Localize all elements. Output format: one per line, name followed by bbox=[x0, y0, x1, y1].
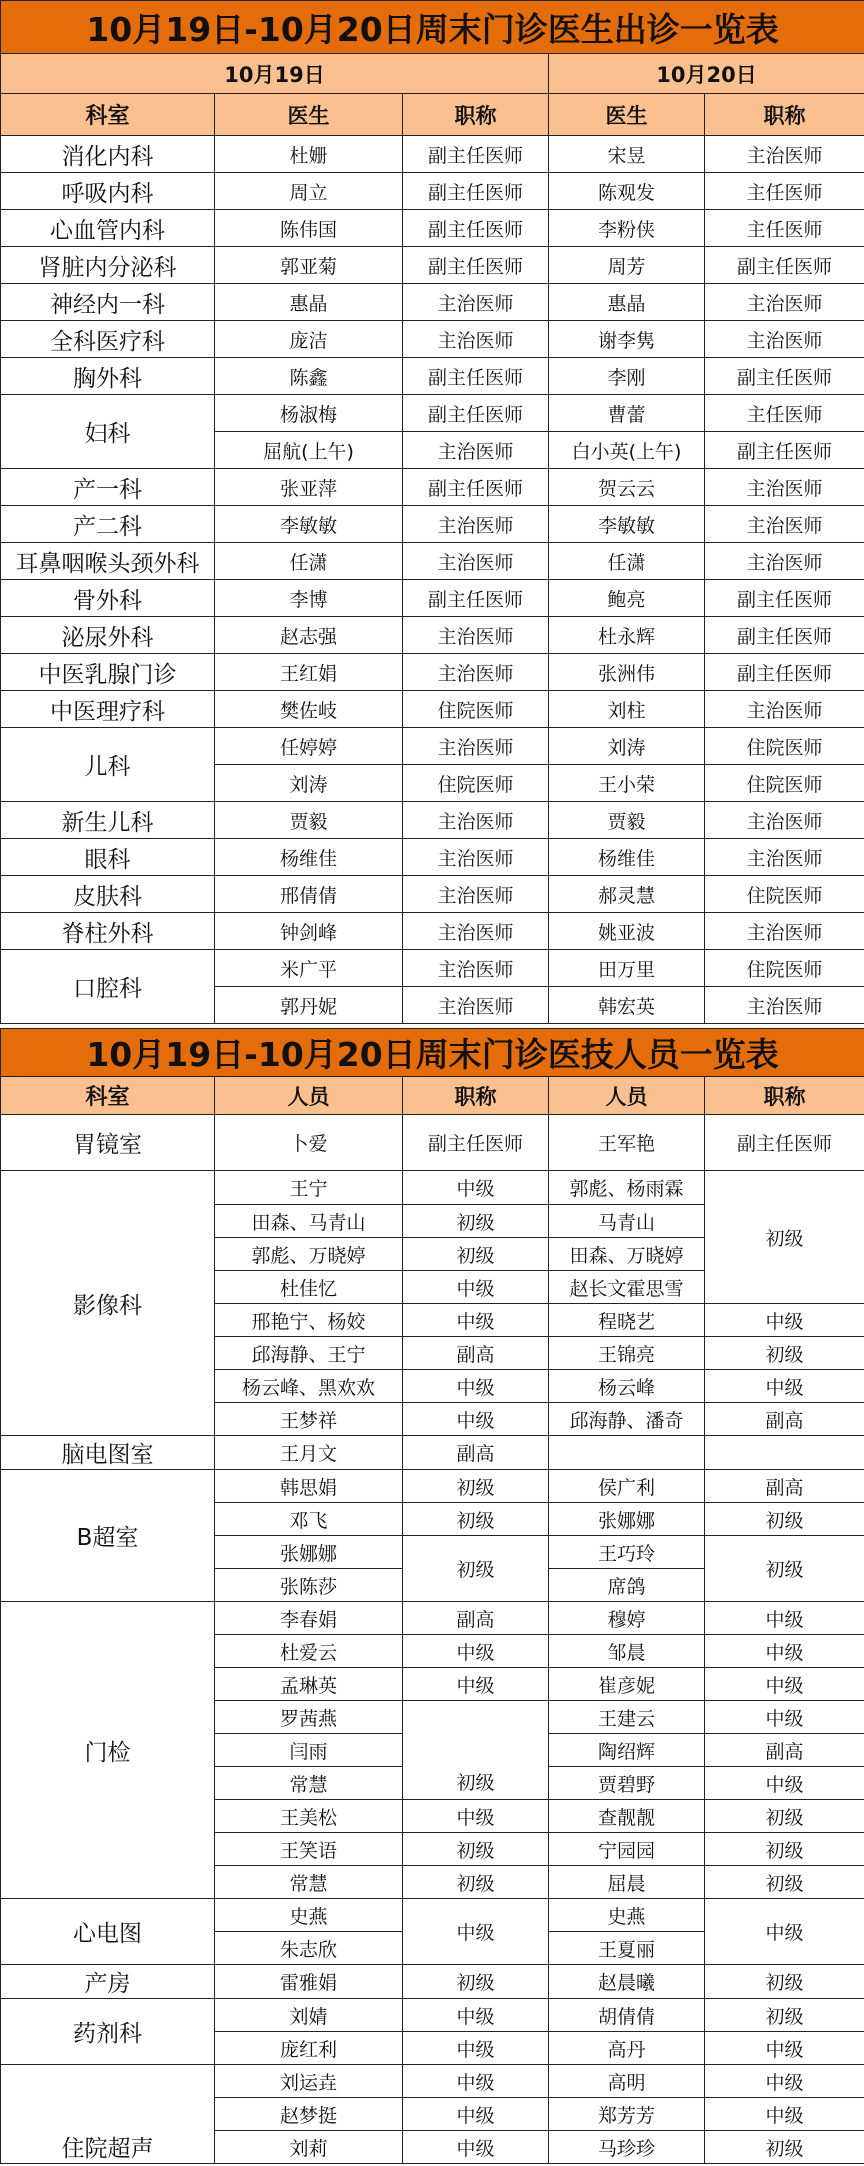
rank-cell: 副主任医师 bbox=[705, 617, 864, 654]
rank-cell: 主治医师 bbox=[403, 987, 549, 1024]
person-cell: 刘莉 bbox=[215, 2131, 403, 2164]
rank-cell: 主任医师 bbox=[705, 173, 864, 210]
table-row bbox=[1, 210, 864, 247]
doctor-cell: 樊佐岐 bbox=[215, 691, 403, 728]
dept-cell: 骨外科 bbox=[1, 580, 215, 617]
date-header-day2: 10月20日 bbox=[549, 54, 864, 94]
table-row bbox=[1, 839, 864, 876]
col-header-person: 人员 bbox=[215, 1077, 403, 1115]
doctor-cell: 白小英(上午) bbox=[549, 432, 705, 469]
dept-cell: 心电图 bbox=[1, 1899, 215, 1965]
doctor-cell: 邢倩倩 bbox=[215, 876, 403, 913]
rank-cell: 中级 bbox=[403, 1370, 549, 1403]
rank-cell: 中级 bbox=[705, 1701, 864, 1734]
rank-cell: 初级 bbox=[403, 1205, 549, 1238]
person-cell: 王笑语 bbox=[215, 1833, 403, 1866]
rank-cell: 主治医师 bbox=[705, 543, 864, 580]
person-cell: 孟琳英 bbox=[215, 1668, 403, 1701]
dept-cell: 新生儿科 bbox=[1, 802, 215, 839]
rank-cell: 住院医师 bbox=[705, 876, 864, 913]
rank-cell: 中级 bbox=[705, 1899, 864, 1965]
doctor-cell: 惠晶 bbox=[549, 284, 705, 321]
person-cell: 韩思娟 bbox=[215, 1470, 403, 1503]
doctor-schedule-table bbox=[0, 0, 864, 1024]
table-row bbox=[1, 1999, 864, 2032]
rank-cell: 主治医师 bbox=[705, 913, 864, 950]
rank-cell: 主任医师 bbox=[705, 395, 864, 432]
person-cell: 郭彪、杨雨霖 bbox=[549, 1171, 705, 1205]
rank-cell: 初级 bbox=[705, 1833, 864, 1866]
doctor-cell: 任潇 bbox=[549, 543, 705, 580]
doctor-cell: 刘涛 bbox=[549, 728, 705, 765]
rank-cell: 副主任医师 bbox=[705, 1115, 864, 1171]
person-cell: 朱志欣 bbox=[215, 1932, 403, 1965]
doctor-cell: 杜永辉 bbox=[549, 617, 705, 654]
rank-cell: 主治医师 bbox=[705, 284, 864, 321]
rank-cell: 副主任医师 bbox=[705, 432, 864, 469]
rank-cell: 主治医师 bbox=[705, 136, 864, 173]
dept-cell: 脑电图室 bbox=[1, 1436, 215, 1470]
rank-cell: 初级 bbox=[403, 1238, 549, 1271]
rank-cell: 中级 bbox=[705, 1304, 864, 1337]
person-cell: 侯广利 bbox=[549, 1470, 705, 1503]
dept-cell: 产房 bbox=[1, 1965, 215, 1999]
dept-cell: 住院超声 bbox=[1, 2065, 215, 2164]
table-row bbox=[1, 543, 864, 580]
rank-cell: 初级 bbox=[705, 1536, 864, 1602]
doctor-cell: 张洲伟 bbox=[549, 654, 705, 691]
dept-cell: 妇科 bbox=[1, 395, 215, 469]
dept-cell: 口腔科 bbox=[1, 950, 215, 1024]
doctor-cell: 李粉侠 bbox=[549, 210, 705, 247]
col-header-rank: 职称 bbox=[403, 1077, 549, 1115]
table-title-row bbox=[1, 1, 864, 54]
doctor-cell: 杨维佳 bbox=[549, 839, 705, 876]
col-header-rank-2: 职称 bbox=[705, 1077, 864, 1115]
col-header-dept: 科室 bbox=[1, 1077, 215, 1115]
table-row bbox=[1, 654, 864, 691]
person-cell: 史燕 bbox=[215, 1899, 403, 1932]
doctor-cell: 田万里 bbox=[549, 950, 705, 987]
person-cell: 王巧玲 bbox=[549, 1536, 705, 1569]
person-cell: 王美松 bbox=[215, 1800, 403, 1833]
rank-cell: 中级 bbox=[403, 1403, 549, 1436]
rank-cell: 中级 bbox=[403, 1171, 549, 1205]
person-cell: 卜爱 bbox=[215, 1115, 403, 1171]
doctor-cell: 宋昱 bbox=[549, 136, 705, 173]
person-cell: 胡倩倩 bbox=[549, 1999, 705, 2032]
person-cell: 杜佳忆 bbox=[215, 1271, 403, 1304]
dept-cell: 胃镜室 bbox=[1, 1115, 215, 1171]
rank-cell: 主治医师 bbox=[403, 876, 549, 913]
rank-cell: 副主任医师 bbox=[403, 136, 549, 173]
person-cell: 邱海静、潘奇 bbox=[549, 1403, 705, 1436]
column-header-row bbox=[1, 94, 864, 136]
person-cell: 史燕 bbox=[549, 1899, 705, 1932]
dept-cell: 中医乳腺门诊 bbox=[1, 654, 215, 691]
doctor-table-body bbox=[1, 136, 864, 1024]
person-cell: 杨云峰 bbox=[549, 1370, 705, 1403]
person-cell: 查靓靓 bbox=[549, 1800, 705, 1833]
person-cell: 刘婧 bbox=[215, 1999, 403, 2032]
rank-cell: 主治医师 bbox=[403, 617, 549, 654]
person-cell: 穆婷 bbox=[549, 1602, 705, 1635]
person-cell: 屈晨 bbox=[549, 1866, 705, 1899]
table-row bbox=[1, 247, 864, 284]
rank-cell: 副主任医师 bbox=[403, 358, 549, 395]
doctor-cell: 任潇 bbox=[215, 543, 403, 580]
dept-cell: 中医理疗科 bbox=[1, 691, 215, 728]
person-cell: 杨云峰、黑欢欢 bbox=[215, 1370, 403, 1403]
rank-cell: 中级 bbox=[403, 1668, 549, 1701]
person-cell: 赵晨曦 bbox=[549, 1965, 705, 1999]
col-header-doctor-2: 医生 bbox=[549, 94, 705, 136]
rank-cell: 中级 bbox=[403, 1999, 549, 2032]
table-row bbox=[1, 950, 864, 987]
dept-cell: 儿科 bbox=[1, 728, 215, 802]
rank-cell: 初级 bbox=[705, 1866, 864, 1899]
table-row bbox=[1, 469, 864, 506]
person-cell: 王军艳 bbox=[549, 1115, 705, 1171]
rank-cell: 初级 bbox=[705, 1999, 864, 2032]
doctor-cell: 王红娟 bbox=[215, 654, 403, 691]
dept-cell: 门检 bbox=[1, 1602, 215, 1899]
rank-cell: 中级 bbox=[705, 1635, 864, 1668]
table-row bbox=[1, 691, 864, 728]
dept-cell: 神经内一科 bbox=[1, 284, 215, 321]
table-row bbox=[1, 358, 864, 395]
rank-cell: 副主任医师 bbox=[403, 1115, 549, 1171]
person-cell: 崔彦妮 bbox=[549, 1668, 705, 1701]
person-cell: 贾碧野 bbox=[549, 1767, 705, 1800]
dept-cell: 消化内科 bbox=[1, 136, 215, 173]
rank-cell: 中级 bbox=[403, 1304, 549, 1337]
rank-cell: 主治医师 bbox=[403, 802, 549, 839]
rank-cell: 主治医师 bbox=[403, 950, 549, 987]
rank-cell: 副主任医师 bbox=[403, 469, 549, 506]
rank-cell: 住院医师 bbox=[403, 691, 549, 728]
table-row bbox=[1, 321, 864, 358]
doctor-cell: 杨淑梅 bbox=[215, 395, 403, 432]
rank-cell: 主治医师 bbox=[403, 728, 549, 765]
dept-cell: B超室 bbox=[1, 1470, 215, 1602]
person-cell: 田森、万晓婷 bbox=[549, 1238, 705, 1271]
person-cell: 张陈莎 bbox=[215, 1569, 403, 1602]
rank-cell: 主治医师 bbox=[705, 469, 864, 506]
person-cell: 马青山 bbox=[549, 1205, 705, 1238]
table-row bbox=[1, 617, 864, 654]
table-row bbox=[1, 506, 864, 543]
person-cell: 陶绍辉 bbox=[549, 1734, 705, 1767]
col-header-doctor: 医生 bbox=[215, 94, 403, 136]
rank-cell: 中级 bbox=[705, 2065, 864, 2098]
rank-cell: 主治医师 bbox=[705, 321, 864, 358]
doctor-cell: 曹蕾 bbox=[549, 395, 705, 432]
doctor-cell: 周芳 bbox=[549, 247, 705, 284]
rank-cell: 主治医师 bbox=[403, 321, 549, 358]
dept-cell: 泌尿外科 bbox=[1, 617, 215, 654]
doctor-cell: 郝灵慧 bbox=[549, 876, 705, 913]
person-cell: 王夏丽 bbox=[549, 1932, 705, 1965]
rank-cell: 主治医师 bbox=[403, 654, 549, 691]
doctor-cell: 贾毅 bbox=[215, 802, 403, 839]
table-row bbox=[1, 876, 864, 913]
dept-cell: 胸外科 bbox=[1, 358, 215, 395]
doctor-cell: 任婷婷 bbox=[215, 728, 403, 765]
rank-cell: 主治医师 bbox=[705, 506, 864, 543]
rank-cell: 副主任医师 bbox=[705, 580, 864, 617]
doctor-cell: 贺云云 bbox=[549, 469, 705, 506]
dept-cell: 药剂科 bbox=[1, 1999, 215, 2065]
rank-cell: 住院医师 bbox=[705, 728, 864, 765]
rank-cell: 中级 bbox=[705, 1602, 864, 1635]
rank-cell: 中级 bbox=[705, 2032, 864, 2065]
dept-cell: 心血管内科 bbox=[1, 210, 215, 247]
person-cell: 王月文 bbox=[215, 1436, 403, 1470]
technician-schedule-table bbox=[0, 1028, 864, 2164]
person-cell: 高明 bbox=[549, 2065, 705, 2098]
table-row bbox=[1, 173, 864, 210]
rank-cell: 中级 bbox=[403, 2098, 549, 2131]
person-cell: 王梦祥 bbox=[215, 1403, 403, 1436]
table-row bbox=[1, 284, 864, 321]
rank-cell: 初级 bbox=[403, 1701, 549, 1800]
rank-cell: 初级 bbox=[403, 1470, 549, 1503]
dept-cell: 耳鼻咽喉头颈外科 bbox=[1, 543, 215, 580]
doctor-cell: 屈航(上午) bbox=[215, 432, 403, 469]
rank-cell: 中级 bbox=[705, 2098, 864, 2131]
person-cell: 王锦亮 bbox=[549, 1337, 705, 1370]
person-cell: 李春娟 bbox=[215, 1602, 403, 1635]
person-cell: 高丹 bbox=[549, 2032, 705, 2065]
rank-cell: 初级 bbox=[705, 1171, 864, 1304]
rank-cell: 副主任医师 bbox=[705, 247, 864, 284]
date-header-row bbox=[1, 54, 864, 94]
col-header-dept: 科室 bbox=[1, 94, 215, 136]
rank-cell: 中级 bbox=[705, 1370, 864, 1403]
rank-cell: 中级 bbox=[403, 2065, 549, 2098]
person-cell: 常慧 bbox=[215, 1866, 403, 1899]
rank-cell: 副高 bbox=[705, 1403, 864, 1436]
rank-cell: 副主任医师 bbox=[403, 210, 549, 247]
rank-cell: 副高 bbox=[403, 1436, 549, 1470]
person-cell: 常慧 bbox=[215, 1767, 403, 1800]
date-header-day1: 10月19日 bbox=[1, 54, 549, 94]
rank-cell bbox=[705, 1436, 864, 1470]
person-cell: 闫雨 bbox=[215, 1734, 403, 1767]
person-cell: 邹晨 bbox=[549, 1635, 705, 1668]
rank-cell: 主治医师 bbox=[403, 432, 549, 469]
rank-cell: 副高 bbox=[403, 1337, 549, 1370]
table-row bbox=[1, 913, 864, 950]
doctor-cell: 庞洁 bbox=[215, 321, 403, 358]
table-row bbox=[1, 1115, 864, 1171]
doctor-cell: 郭亚菊 bbox=[215, 247, 403, 284]
table-row bbox=[1, 1171, 864, 1205]
person-cell: 赵长文霍思雪 bbox=[549, 1271, 705, 1304]
doctor-cell: 贾毅 bbox=[549, 802, 705, 839]
rank-cell: 主治医师 bbox=[403, 839, 549, 876]
person-cell: 庞红利 bbox=[215, 2032, 403, 2065]
person-cell: 张娜娜 bbox=[215, 1536, 403, 1569]
doctor-cell: 张亚萍 bbox=[215, 469, 403, 506]
table-title: 10月19日-10月20日周末门诊医生出诊一览表 bbox=[1, 1, 864, 54]
rank-cell: 中级 bbox=[403, 2131, 549, 2164]
rank-cell: 初级 bbox=[705, 1503, 864, 1536]
table-row bbox=[1, 802, 864, 839]
rank-cell: 住院医师 bbox=[705, 950, 864, 987]
rank-cell: 主治医师 bbox=[403, 543, 549, 580]
dept-cell: 产二科 bbox=[1, 506, 215, 543]
table-row bbox=[1, 1436, 864, 1470]
person-cell: 刘运垚 bbox=[215, 2065, 403, 2098]
rank-cell: 主治医师 bbox=[403, 913, 549, 950]
person-cell: 邢艳宁、杨姣 bbox=[215, 1304, 403, 1337]
dept-cell: 脊柱外科 bbox=[1, 913, 215, 950]
rank-cell: 初级 bbox=[705, 2131, 864, 2164]
table-title-row bbox=[1, 1029, 864, 1077]
rank-cell: 副高 bbox=[403, 1602, 549, 1635]
doctor-cell: 郭丹妮 bbox=[215, 987, 403, 1024]
person-cell: 席鸽 bbox=[549, 1569, 705, 1602]
rank-cell: 初级 bbox=[403, 1536, 549, 1602]
table-row bbox=[1, 1602, 864, 1635]
doctor-cell: 刘涛 bbox=[215, 765, 403, 802]
rank-cell: 副主任医师 bbox=[403, 395, 549, 432]
person-cell bbox=[549, 1436, 705, 1470]
doctor-cell: 杨维佳 bbox=[215, 839, 403, 876]
rank-cell: 副主任医师 bbox=[403, 580, 549, 617]
rank-cell: 中级 bbox=[403, 1635, 549, 1668]
table-row bbox=[1, 1470, 864, 1503]
doctor-cell: 陈观发 bbox=[549, 173, 705, 210]
rank-cell: 中级 bbox=[403, 2032, 549, 2065]
dept-cell: 皮肤科 bbox=[1, 876, 215, 913]
rank-cell: 初级 bbox=[403, 1866, 549, 1899]
rank-cell: 住院医师 bbox=[403, 765, 549, 802]
dept-cell: 呼吸内科 bbox=[1, 173, 215, 210]
person-cell: 雷雅娟 bbox=[215, 1965, 403, 1999]
col-header-rank-2: 职称 bbox=[705, 94, 864, 136]
table-row bbox=[1, 1965, 864, 1999]
person-cell: 张娜娜 bbox=[549, 1503, 705, 1536]
doctor-cell: 李敏敏 bbox=[215, 506, 403, 543]
rank-cell: 副高 bbox=[705, 1734, 864, 1767]
rank-cell: 主治医师 bbox=[403, 506, 549, 543]
rank-cell: 主治医师 bbox=[705, 987, 864, 1024]
rank-cell: 初级 bbox=[403, 1503, 549, 1536]
table-row bbox=[1, 395, 864, 432]
rank-cell: 中级 bbox=[403, 1899, 549, 1965]
dept-cell: 全科医疗科 bbox=[1, 321, 215, 358]
doctor-cell: 周立 bbox=[215, 173, 403, 210]
table-row bbox=[1, 2065, 864, 2098]
table-title: 10月19日-10月20日周末门诊医技人员一览表 bbox=[1, 1029, 864, 1077]
doctor-cell: 李博 bbox=[215, 580, 403, 617]
doctor-cell: 李敏敏 bbox=[549, 506, 705, 543]
person-cell: 郑芳芳 bbox=[549, 2098, 705, 2131]
rank-cell: 住院医师 bbox=[705, 765, 864, 802]
doctor-cell: 陈伟国 bbox=[215, 210, 403, 247]
doctor-cell: 韩宏英 bbox=[549, 987, 705, 1024]
table-row bbox=[1, 136, 864, 173]
col-header-rank: 职称 bbox=[403, 94, 549, 136]
person-cell: 马珍珍 bbox=[549, 2131, 705, 2164]
rank-cell: 主治医师 bbox=[705, 691, 864, 728]
doctor-cell: 钟剑峰 bbox=[215, 913, 403, 950]
dept-cell: 眼科 bbox=[1, 839, 215, 876]
rank-cell: 中级 bbox=[403, 1271, 549, 1304]
column-header-row bbox=[1, 1077, 864, 1115]
doctor-cell: 谢李隽 bbox=[549, 321, 705, 358]
col-header-person-2: 人员 bbox=[549, 1077, 705, 1115]
rank-cell: 主任医师 bbox=[705, 210, 864, 247]
rank-cell: 副主任医师 bbox=[705, 358, 864, 395]
person-cell: 程晓艺 bbox=[549, 1304, 705, 1337]
person-cell: 邓飞 bbox=[215, 1503, 403, 1536]
dept-cell: 肾脏内分泌科 bbox=[1, 247, 215, 284]
rank-cell: 主治医师 bbox=[705, 802, 864, 839]
person-cell: 郭彪、万晓婷 bbox=[215, 1238, 403, 1271]
person-cell: 杜爱云 bbox=[215, 1635, 403, 1668]
person-cell: 邱海静、王宁 bbox=[215, 1337, 403, 1370]
rank-cell: 中级 bbox=[705, 1767, 864, 1800]
person-cell: 赵梦挺 bbox=[215, 2098, 403, 2131]
doctor-cell: 姚亚波 bbox=[549, 913, 705, 950]
rank-cell: 主治医师 bbox=[705, 839, 864, 876]
doctor-cell: 刘柱 bbox=[549, 691, 705, 728]
rank-cell: 副主任医师 bbox=[403, 173, 549, 210]
person-cell: 田森、马青山 bbox=[215, 1205, 403, 1238]
dept-cell: 影像科 bbox=[1, 1171, 215, 1436]
rank-cell: 初级 bbox=[403, 1833, 549, 1866]
doctor-cell: 李刚 bbox=[549, 358, 705, 395]
rank-cell: 初级 bbox=[705, 1965, 864, 1999]
dept-cell: 产一科 bbox=[1, 469, 215, 506]
rank-cell: 副主任医师 bbox=[403, 247, 549, 284]
person-cell: 宁园园 bbox=[549, 1833, 705, 1866]
person-cell: 王宁 bbox=[215, 1171, 403, 1205]
table-row bbox=[1, 728, 864, 765]
doctor-cell: 杜姗 bbox=[215, 136, 403, 173]
table-row bbox=[1, 1899, 864, 1932]
doctor-cell: 鲍亮 bbox=[549, 580, 705, 617]
person-cell: 罗茜燕 bbox=[215, 1701, 403, 1734]
rank-cell: 中级 bbox=[403, 1800, 549, 1833]
rank-cell: 中级 bbox=[705, 1668, 864, 1701]
person-cell: 王建云 bbox=[549, 1701, 705, 1734]
doctor-cell: 王小荣 bbox=[549, 765, 705, 802]
rank-cell: 初级 bbox=[705, 1800, 864, 1833]
doctor-cell: 惠晶 bbox=[215, 284, 403, 321]
rank-cell: 副主任医师 bbox=[705, 654, 864, 691]
rank-cell: 副高 bbox=[705, 1470, 864, 1503]
rank-cell: 主治医师 bbox=[403, 284, 549, 321]
doctor-cell: 赵志强 bbox=[215, 617, 403, 654]
table-row bbox=[1, 580, 864, 617]
rank-cell: 初级 bbox=[403, 1965, 549, 1999]
doctor-cell: 陈鑫 bbox=[215, 358, 403, 395]
doctor-cell: 米广平 bbox=[215, 950, 403, 987]
rank-cell: 初级 bbox=[705, 1337, 864, 1370]
